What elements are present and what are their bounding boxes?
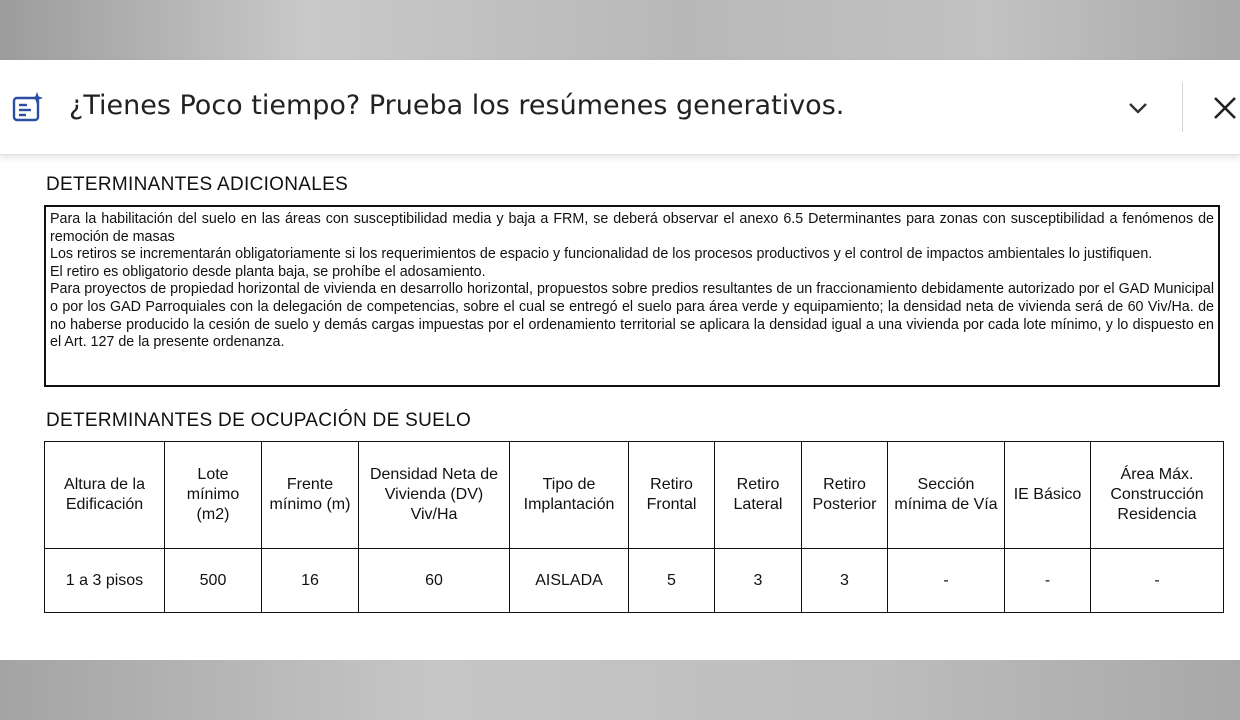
table-cell: 500 [165, 549, 262, 613]
background-top [0, 0, 1240, 60]
column-header: Frente mínimo (m) [262, 442, 359, 549]
table-cell: AISLADA [510, 549, 629, 613]
background-bottom [0, 660, 1240, 720]
table-cell: - [888, 549, 1005, 613]
table-cell: - [1091, 549, 1224, 613]
close-icon[interactable] [1209, 92, 1240, 124]
column-header: Altura de la Edificación [45, 442, 165, 549]
paragraph: Los retiros se incrementarán obligatoriamente si los requerimientos de espacio y funcionalidad de los procesos productivos y el control de impactos ambientales lo justifiquen. [50, 246, 1153, 263]
additional-determinants-box [44, 205, 1220, 387]
paragraph: El retiro es obligatorio desde planta baja, se prohíbe el adosamiento. [50, 263, 486, 280]
column-header: Densidad Neta de Vivienda (DV) Viv/Ha [359, 442, 510, 549]
column-header: Área Máx. Construcción Residencia [1091, 442, 1224, 549]
occupation-table [44, 441, 1224, 613]
table-row [45, 549, 1224, 613]
column-header: Tipo de Implantación [510, 442, 629, 549]
paragraph: Para la habilitación del suelo en las áreas con susceptibilidad media y baja a FRM, se deberá observar el anexo 6.5 Determinantes para zonas con susceptibilidad a fenómenos de remoción de masas [50, 211, 1214, 245]
banner-divider [1182, 82, 1183, 132]
banner-message: ¿Tienes Poco tiempo? Prueba los resúmenes generativos. [69, 90, 845, 121]
chevron-down-icon[interactable] [1124, 94, 1152, 122]
section-title-adicionales: DETERMINANTES ADICIONALES [46, 174, 349, 195]
table-cell: - [1005, 549, 1091, 613]
column-header: Lote mínimo (m2) [165, 442, 262, 549]
column-header: Retiro Posterior [802, 442, 888, 549]
table-cell: 3 [802, 549, 888, 613]
document-panel [0, 60, 1240, 660]
column-header: Sección mínima de Vía [888, 442, 1005, 549]
section-title-ocupacion: DETERMINANTES DE OCUPACIÓN DE SUELO [46, 410, 472, 431]
column-header: Retiro Lateral [715, 442, 802, 549]
table-cell: 16 [262, 549, 359, 613]
table-cell: 5 [629, 549, 715, 613]
column-header: IE Básico [1005, 442, 1091, 549]
table-header-row [45, 442, 1224, 549]
paragraph: Para proyectos de propiedad horizontal de vivienda en desarrollo horizontal, propuestos sobre predios resultantes de un fraccionamiento debidamente autorizado por el GAD Municipal o por los GAD Parroquiales con la delegación de competencias, sobre el cual se entregó el suelo para área verde y equipamiento; la densidad neta de vivienda será de 60 Viv/Ha. de no haberse producido la cesión de suelo y demás cargas impuestas por el ordenamiento territorial se aplicara la densidad igual a una vivienda por cada lote mínimo, y lo dispuesto en el Art. 127 de la presente ordenanza. [50, 281, 1214, 351]
table-cell: 3 [715, 549, 802, 613]
table-cell: 1 a 3 pisos [45, 549, 165, 613]
table-cell: 60 [359, 549, 510, 613]
column-header: Retiro Frontal [629, 442, 715, 549]
ai-summary-icon[interactable] [12, 91, 46, 123]
generative-summary-banner[interactable] [0, 60, 1240, 155]
